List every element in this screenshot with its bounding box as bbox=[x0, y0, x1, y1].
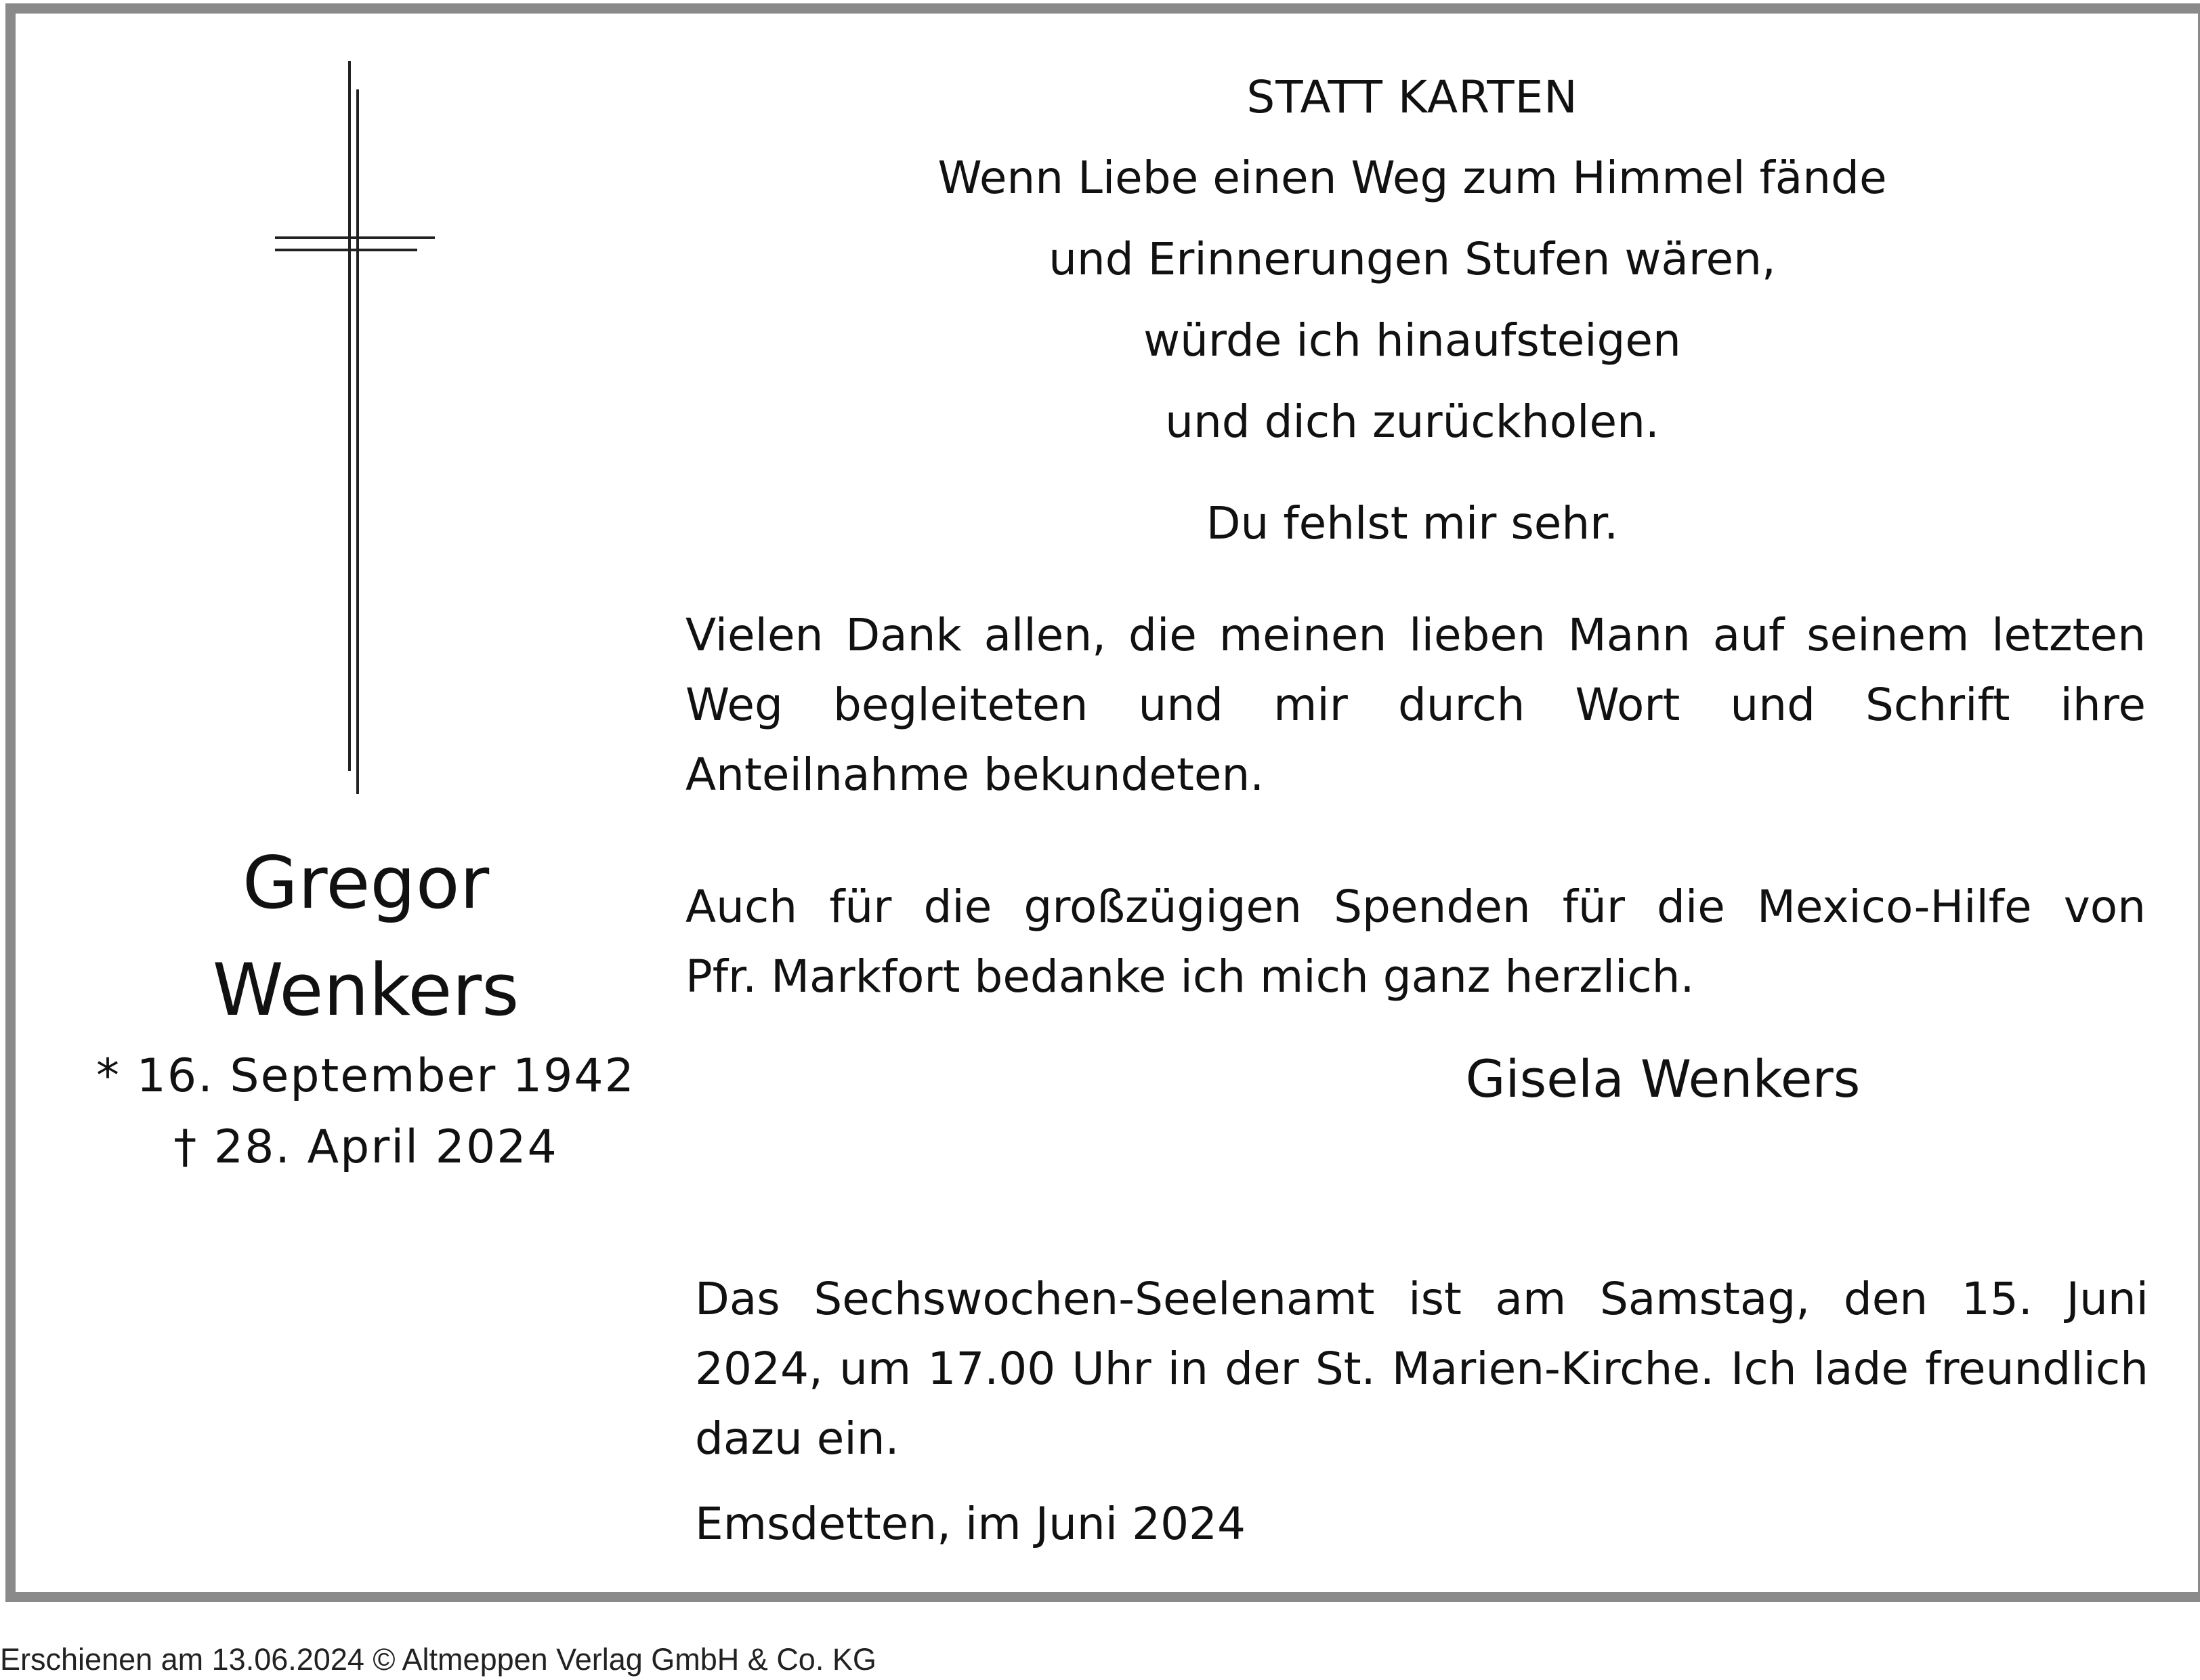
donation-line: Pfr. Markfort bedanke ich mich ganz herzlich. bbox=[685, 950, 1695, 1003]
poem-line: würde ich hinaufsteigen bbox=[1143, 314, 1681, 366]
service-paragraph bbox=[695, 1264, 2149, 1473]
signer-name: Gisela Wenkers bbox=[1465, 1049, 1861, 1109]
service-line: 2024, um 17.00 Uhr in der St. Marien-Kirche. Ich lade freundlich bbox=[695, 1343, 2149, 1395]
place-date: Emsdetten, im Juni 2024 bbox=[695, 1498, 1246, 1550]
thanks-line: Anteilnahme bekundeten. bbox=[685, 749, 1265, 801]
thanks-line: Vielen Dank allen, die meinen lieben Mann auf seinem letzten bbox=[685, 609, 2146, 661]
deceased-last-name: Wenkers bbox=[212, 948, 520, 1032]
thanks-paragraph bbox=[685, 600, 2146, 810]
publication-footer: Erschienen am 13.06.2024 © Altmeppen Verlag GmbH & Co. KG bbox=[0, 1642, 876, 1677]
donation-paragraph bbox=[685, 872, 2146, 1011]
donation-line: Auch für die großzügigen Spenden für die Mexico-Hilfe von bbox=[685, 881, 2146, 933]
service-line: dazu ein. bbox=[695, 1412, 900, 1465]
thanks-line: Weg begleiteten und mir durch Wort und Schrift ihre bbox=[685, 679, 2146, 731]
death-date: † 28. April 2024 bbox=[173, 1120, 558, 1174]
birth-date: * 16. September 1942 bbox=[96, 1049, 635, 1103]
poem-line: und dich zurückholen. bbox=[1165, 396, 1659, 448]
service-line: Das Sechswochen-Seelenamt ist am Samstag, den 15. Juni bbox=[695, 1273, 2149, 1325]
closing-line: Du fehlst mir sehr. bbox=[1206, 497, 1619, 549]
notice-heading: STATT KARTEN bbox=[1246, 71, 1578, 123]
deceased-first-name: Gregor bbox=[242, 841, 490, 925]
poem-line: und Erinnerungen Stufen wären, bbox=[1049, 233, 1776, 285]
poem-line: Wenn Liebe einen Weg zum Himmel fände bbox=[937, 152, 1887, 204]
